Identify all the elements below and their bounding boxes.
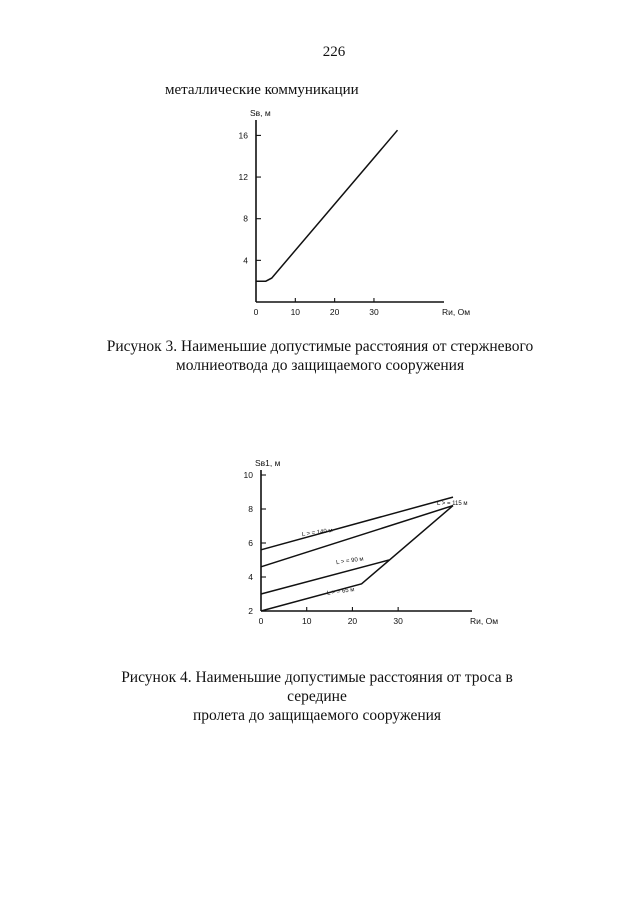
y-axis-label: Sв, м <box>250 108 271 118</box>
figure-3-caption-line-2: молниеотвода до защищаемого сооружения <box>175 357 465 374</box>
y-tick-label: 16 <box>238 130 248 141</box>
series-label: L > = 65 м <box>326 587 355 597</box>
x-tick-label: 10 <box>290 307 301 317</box>
figure-4-caption-line-1: Рисунок 4. Наименьшие допустимые расстояния от троса в середине <box>121 669 513 705</box>
series-label: L > = 90 м <box>335 556 365 567</box>
figure-4-caption <box>92 668 542 725</box>
x-axis-label: Rи, Ом <box>442 307 471 317</box>
x-tick-label: 10 <box>301 616 312 626</box>
series-line <box>261 497 453 550</box>
figure-3-caption-line-1: Рисунок 3. Наименьшие допустимые расстояния от стержневого <box>106 338 534 355</box>
y-tick-label: 4 <box>243 255 248 266</box>
y-tick-label: 4 <box>248 572 253 582</box>
x-axis-label: Rи, Ом <box>470 616 499 626</box>
y-axis-label: Sв1, м <box>255 458 281 468</box>
series-label: L > = 140 м <box>301 527 334 539</box>
x-tick-label: 20 <box>347 616 358 626</box>
y-tick-label: 6 <box>248 538 253 548</box>
figure-3-caption <box>92 337 548 375</box>
y-tick-label: 10 <box>243 470 253 480</box>
x-tick-label: 30 <box>393 616 403 626</box>
x-tick-label: 0 <box>253 307 259 317</box>
y-tick-label: 12 <box>238 172 248 183</box>
page-number: 226 <box>322 44 346 60</box>
y-tick-label: 2 <box>248 606 253 616</box>
y-tick-label: 8 <box>248 504 253 514</box>
x-tick-label: 20 <box>329 307 340 317</box>
x-tick-label: 0 <box>258 616 264 626</box>
figure-4-caption-line-2: пролета до защищаемого сооружения <box>192 707 442 724</box>
intro-text: металлические коммуникации <box>165 82 359 98</box>
y-tick-label: 8 <box>243 213 248 224</box>
x-tick-label: 30 <box>369 307 379 317</box>
series-label: L > = 115 м <box>437 500 468 507</box>
